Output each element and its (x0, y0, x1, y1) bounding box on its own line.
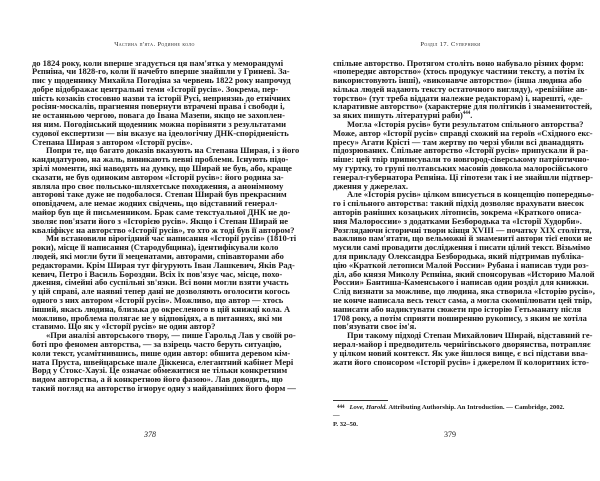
footnote-number: 444 (337, 405, 345, 410)
page-number: 378 (144, 430, 156, 439)
paragraph (32, 145, 300, 235)
line-text: людей, які могли бути її меценатами, авторами, співавторами або (32, 251, 284, 262)
line-text: генерал-губернатора Рєпніна. Ці гіпотези так і не знайшли підтвер- (333, 171, 593, 182)
line-text: Ми встановили вірогідний час написання «Історії русів» (1810-ті (46, 233, 297, 244)
text-line: за яких пишуть літературні раби)$^{444}$. (333, 110, 473, 121)
line-text: пов'язувати своє ім'я. (333, 321, 417, 332)
line-text: написати або надиктувати сюжети про історію Гетьманату після (333, 303, 582, 314)
line-text: ната Пруста, швейцарське шале Діккенса, елегантний кабінет Мері (32, 356, 294, 367)
line-text: Ворд у Стокс-Хаузі. Це означає обмежитися не тільки конкретним (32, 365, 288, 376)
line-text: ния Малороссии» з додатками Безбородька та «Історії Худорби». (333, 215, 582, 226)
line-text: авторові таке дуже не подобалося. Степан Ширай був прекрасним (32, 189, 287, 200)
line-text: спільне авторство. Протягом століть воно набувало різних форм: (333, 57, 584, 68)
line-text: ніше: цей твір приписували то новгород-сіверському патріотично- (333, 154, 590, 165)
line-text: не останньою чергою, повага до Івана Мазепи, якщо не захоплен- (32, 110, 285, 121)
line-text: такий погляд на авторство ігнорує одну з найдавніших його форм — (32, 382, 296, 393)
line-text: го і спільного авторства: такий підхід дозволяє врахувати внесок (333, 198, 584, 209)
line-text: Розглядаючи історичні твори кінця XVIII — початку XIX століття, (333, 224, 592, 235)
footnote-text-continued: P. 32–50. (333, 420, 358, 428)
line-text: можливо, проблема полягає не у відповідях, а в питаннях, які ми (32, 312, 283, 323)
line-text: являла про своє польсько-шляхетське походження, а анонімному (32, 180, 284, 191)
line-text: авторів раніших козацьких літописів, зокрема «Краткого описа- (333, 207, 582, 218)
text-line (333, 356, 589, 367)
line-text: за яких пишуть літературні раби) (333, 110, 463, 121)
line-text: жати його спонсором «Історії русів» і джерелом її колоритних істо- (333, 356, 589, 367)
line-text: зволяє пов'язати його з «Історією русів». Якщо і Степан Ширай не (32, 215, 289, 226)
line-text: редакторами. Крім Ширая тут фігурують Іван Лашкевич, Яків Рад- (32, 259, 295, 270)
line-text: дження у джерелах. (333, 180, 409, 191)
line-text: Слід визнати за можливе, що людина, яка створила «Історію русів», (333, 286, 595, 297)
line-text: Могла «Історія русів» бути результатом спільного авторства? (347, 119, 584, 130)
line-text: кандидатурою, на жаль, виникають певні проблеми. Існують підо- (32, 154, 289, 165)
line-text: ставимо. Що як у «Історії русів» не один автор? (32, 321, 216, 332)
line-text: нерал-майор і предводитель чернігівського дворянства, потрапляє (333, 339, 591, 349)
line-text: росіян-москалів, прагнення повернути втрачені права і свободи і, (32, 101, 285, 112)
line-text: у цілком новий контекст. Як уже йшлося вище, є всі підстави вва- (333, 347, 588, 358)
line-text: шість козаків стосовно назви та історії Русі, неприязнь до етнічних (32, 92, 291, 103)
line-text: майор був ще й письменником. Брак саме текстуальної ДНК не до- (32, 207, 291, 218)
line-text: сказати, не був одиноким автором «Історії русів»: його родина за- (32, 171, 284, 182)
running-header: Розділ 17. Суперники (420, 41, 481, 48)
line-text: «При аналізі авторського твору, — пише Гарольд Лав у своїй ро- (46, 330, 296, 341)
line-text: кларативне авторство» (характерне для політиків і знаменитостей, (333, 101, 592, 112)
footnote-reference[interactable]: 444 (462, 111, 471, 117)
paragraph (333, 57, 592, 121)
line-text: пресу» Агати Крісті — там жертву по черзі убили всі дванадцять (333, 136, 584, 147)
line-text: му гуртку, то групі полтавських масонів довкола малоросійського (333, 163, 588, 174)
line-text: цію «Краткой летописи Малой России» Рубана і написав туди роз- (333, 259, 589, 270)
line-text: у цій справі, але наявні тепер дані не дозволяють оголосити когось (32, 286, 290, 297)
running-header: Частина п'ята. Родинне коло (114, 41, 195, 48)
line-text: Попри те, що багато доказів вказують на Степана Ширая, і з його (46, 145, 300, 156)
line-text: роки), місце її написання (Стародубщина), ідентифікували коло (32, 242, 279, 253)
footnote (333, 404, 568, 429)
paragraph (333, 119, 593, 191)
line-text: России» Бантиша-Каменського і написав один розділ для книжки. (333, 277, 589, 288)
page-body (333, 57, 595, 367)
page-body (32, 57, 300, 393)
line-text: до 1824 року, коли вперше згадується ця пам'ятка у меморандумі (32, 57, 284, 68)
line-text: використовують інші), «виконавче авторство» (інша людина або (333, 75, 582, 86)
line-text: торство» (тут треба віддати належне редакторам) і, нарешті, «де- (333, 92, 583, 103)
line-text: боті про феномен авторства, — за взірець часто беруть ситуацію, (32, 339, 282, 349)
line-text: видом авторства, а й конкретною його фазою». Лав доводить, що (32, 374, 283, 385)
line-text: ня ним. Погодінський щоденник можна порівняти з результатами (32, 119, 287, 130)
line-text: Може, автор «Історії русів» справді схожий на героїв «Східного екс- (333, 127, 593, 138)
line-text: підозрюваних. Спільне авторство «Історії русів» припускали й ра- (333, 145, 589, 156)
line-text: одного з них автором «Історії русів». Можливо, що автор — хтось (32, 295, 284, 306)
paragraph (32, 57, 291, 147)
line-text: 1708 року, а потім сприяти поширенню рукопису, з яким не хотіла (333, 312, 587, 323)
paragraph (32, 330, 296, 393)
line-text: Рєпніна, чи 1828-го, коли її начебто вперше знайшли у Гриневі. За- (32, 66, 290, 77)
line-text: «попереднє авторство» (хтось продукує частини тексту, а потім їх (333, 66, 585, 77)
paragraph (333, 330, 593, 367)
footnote-author: Love, Harold. (349, 404, 388, 411)
paragraph (333, 189, 595, 332)
line-text: діл, або князя Миколу Рєпніна, який спонсорував «Историю Малой (333, 268, 595, 279)
line-text: пис у щоденнику Михайла Погодіна за червень 1822 року напрочуд (32, 75, 291, 86)
line-text: зрілі моменти, які наводять на думку, що Ширай не був, або, краще (32, 163, 292, 174)
right-page (300, 0, 600, 481)
line-text: Але «Історія русів» цілком вписується в концепцію попередньо- (347, 189, 594, 200)
line-text: кваліфікує на авторство «Історії русів», то хто ж тоді був її автором? (32, 224, 295, 235)
line-text: не конче написала весь текст сама, а могла скомпілювати цей твір, (333, 295, 592, 306)
line-text: мусили самі провадити дослідження і писати цілий текст. Візьмімо (333, 242, 591, 253)
line-text: кевич, Петро і Василь Бороздни. Всіх їх пов'язує час, місце, похо- (32, 268, 283, 279)
line-text: Степана Ширая з автором «Історії русів». (32, 136, 193, 147)
line-text: для прикладу Олександра Безбородька, який підтримав публіка- (333, 251, 584, 262)
text-line (32, 382, 296, 393)
page-number: 379 (444, 430, 456, 439)
line-text: При такому підході Степан Михайлович Ширай, відставний ге- (347, 330, 593, 341)
paragraph (32, 233, 297, 332)
line-text: коли текст, усамітнившись, пише один автор: обшита деревом кім- (32, 347, 291, 358)
footnote-divider (333, 400, 388, 401)
line-text: оповідачем, але немає жодних свідчень, що відставний генерал- (32, 198, 278, 209)
line-text: інший, якась людина, близька до окресленого в цій книжці кола. А (32, 303, 291, 314)
line-text: добре відображає центральні теми «Історії русів». Зокрема, пер- (32, 83, 279, 94)
line-text: важливо пам'ятати, що вельможні й знаменитї автори тієї епохи не (333, 233, 593, 244)
footnote-text: Attributing Authorship. An Introduction. — Cambridge, 2002. — (333, 404, 565, 420)
line-text: кілька людей надають тексту остаточного вигляду), «ревізійне ав- (333, 83, 588, 94)
line-text: дження, сімейні або суспільні зв'язки. Всі вони могли взяти участь (32, 277, 289, 288)
line-text: судової експертизи — він вказує на ідеологічну ДНК-спорідненість (32, 127, 289, 138)
